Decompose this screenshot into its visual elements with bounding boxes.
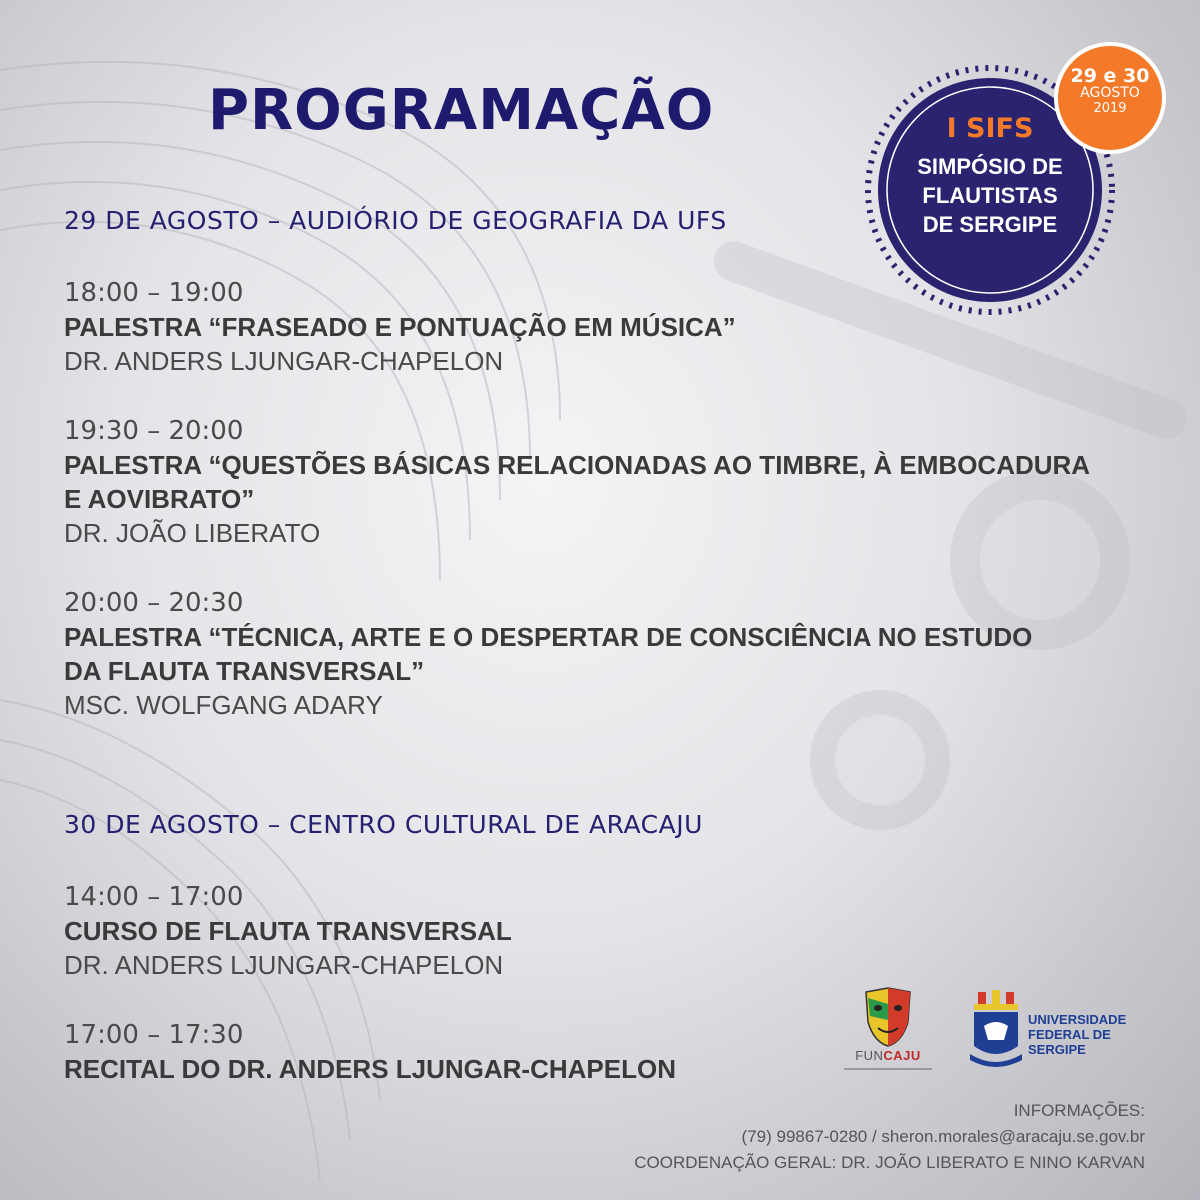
event-time: 18:00 – 19:00 <box>64 278 244 308</box>
event-speaker: MSC. WOLFGANG ADARY <box>64 690 383 720</box>
date-year: 2019 <box>1093 101 1127 116</box>
date-days: 29 e 30 <box>1070 65 1150 87</box>
date-month: AGOSTO <box>1080 85 1140 101</box>
footer-coordination: COORDENAÇÃO GERAL: DR. JOÃO LIBERATO E NINO KARVAN <box>634 1153 1145 1172</box>
funcaju-wordmark: FUNCAJU <box>855 1048 921 1063</box>
event-time: 17:00 – 17:30 <box>64 1020 244 1050</box>
event-speaker: DR. ANDERS LJUNGAR-CHAPELON <box>64 346 504 376</box>
event-item <box>64 1018 1124 1086</box>
event-title: PALESTRA “TÉCNICA, ARTE E O DESPERTAR DE CONSCIÊNCIA NO ESTUDO DA FLAUTA TRANSVERSAL” <box>64 622 1033 686</box>
event-title: CURSO DE FLAUTA TRANSVERSAL <box>64 916 512 946</box>
event-speaker: DR. JOÃO LIBERATO <box>64 518 321 548</box>
badge-full-name: SIMPÓSIO DE FLAUTISTAS DE SERGIPE <box>917 154 1063 237</box>
event-time: 20:00 – 20:30 <box>64 588 244 618</box>
event-item <box>64 414 1124 550</box>
footer-info <box>634 1098 1145 1176</box>
day-heading-2: 30 DE AGOSTO – CENTRO CULTURAL DE ARACAJU <box>64 810 703 839</box>
ufs-name: UNIVERSIDADE FEDERAL DE SERGIPE <box>1028 1012 1127 1057</box>
event-title: PALESTRA “FRASEADO E PONTUAÇÃO EM MÚSICA” <box>64 312 736 342</box>
event-time: 19:30 – 20:00 <box>64 416 244 446</box>
ufs-logo <box>966 990 1156 1074</box>
event-title: PALESTRA “QUESTÕES BÁSICAS RELACIONADAS AO TIMBRE, À EMBOCADURA E AOVIBRATO” <box>64 450 1091 514</box>
event-time: 14:00 – 17:00 <box>64 882 244 912</box>
theater-mask-icon <box>862 986 914 1048</box>
page-title: PROGRAMAÇÃO <box>208 78 715 143</box>
day-heading-1: 29 DE AGOSTO – AUDIÓRIO DE GEOGRAFIA DA UFS <box>64 206 727 235</box>
funcaju-underline <box>844 1068 932 1070</box>
footer-contact: (79) 99867-0280 / sheron.morales@aracaju.se.gov.br <box>741 1127 1145 1146</box>
event-title: RECITAL DO DR. ANDERS LJUNGAR-CHAPELON <box>64 1054 676 1084</box>
university-crest-icon <box>966 990 1026 1072</box>
badge-abbreviation: I SIFS <box>946 113 1034 144</box>
event-item <box>64 586 1124 722</box>
event-item <box>64 276 1124 378</box>
event-speaker: DR. ANDERS LJUNGAR-CHAPELON <box>64 950 504 980</box>
footer-label: INFORMAÇÕES: <box>1013 1101 1145 1120</box>
event-item <box>64 880 1124 982</box>
funcaju-logo <box>836 986 940 1080</box>
date-badge <box>1054 42 1166 154</box>
